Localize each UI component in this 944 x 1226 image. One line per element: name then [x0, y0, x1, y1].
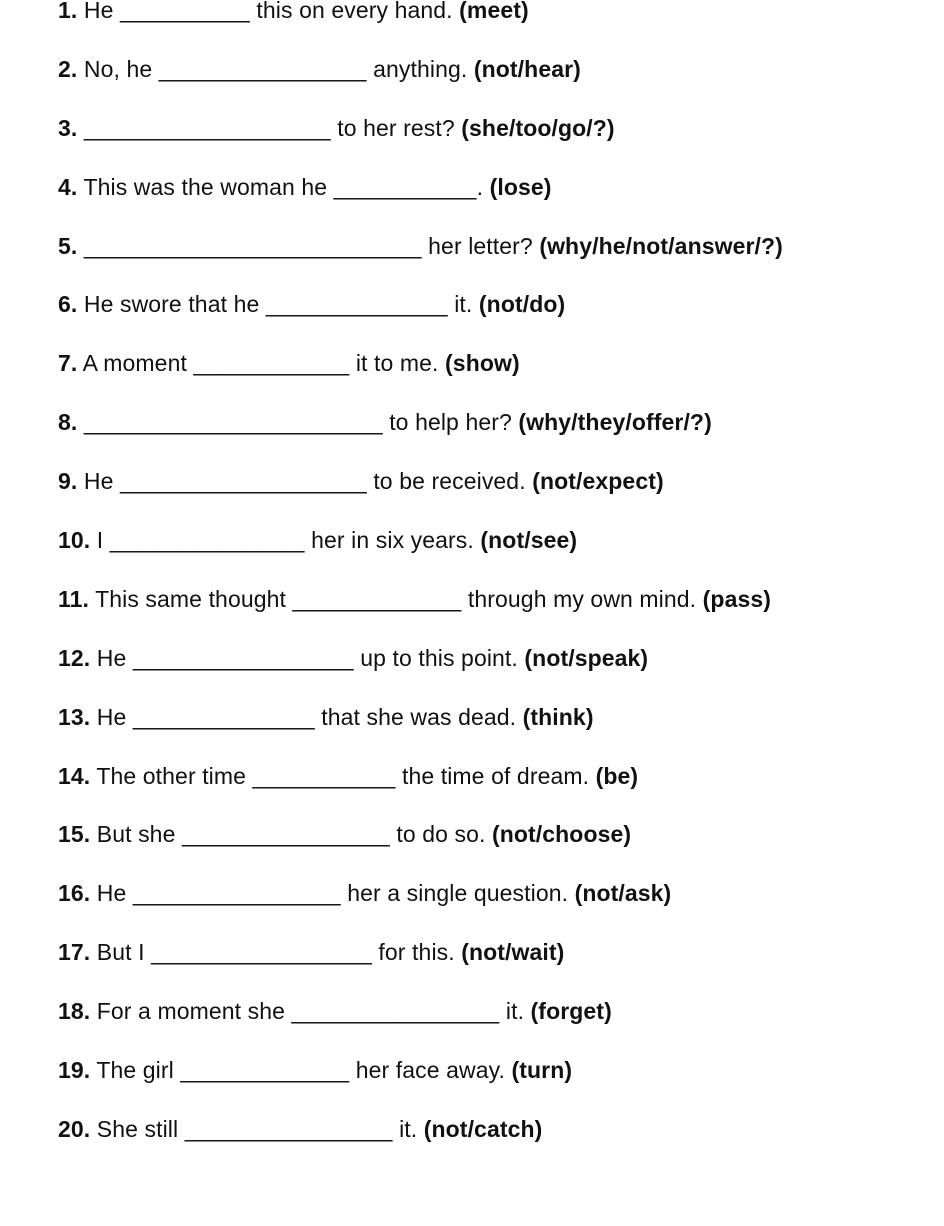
exercise-item-19	[58, 1050, 928, 1109]
verb-hint: (pass)	[702, 585, 771, 612]
sentence-start: The girl	[90, 1057, 181, 1084]
item-number: 9.	[58, 468, 78, 495]
sentence-end: that she was dead.	[314, 703, 523, 730]
sentence-end: to help her?	[382, 409, 519, 436]
item-number: 4.	[58, 173, 78, 200]
answer-blank: __________	[119, 0, 250, 23]
exercise-item-15	[58, 814, 928, 873]
item-number: 3.	[58, 114, 78, 141]
exercise-item-4	[58, 167, 928, 226]
sentence-start: For a moment she	[90, 998, 292, 1025]
answer-blank: ___________________	[83, 114, 331, 141]
answer-blank: ________________	[291, 998, 500, 1025]
item-number: 7.	[58, 350, 78, 377]
verb-hint: (think)	[522, 703, 594, 730]
answer-blank: _____________	[180, 1057, 350, 1084]
sentence-start: But I	[90, 939, 152, 966]
sentence-end: her in six years.	[304, 527, 481, 554]
exercise-item-3	[58, 108, 928, 167]
exercise-item-13	[58, 697, 928, 756]
sentence-end: this on every hand.	[249, 0, 460, 23]
sentence-start: This same thought	[89, 585, 293, 612]
sentence-start: This was the woman he	[77, 173, 334, 200]
verb-hint: (not/choose)	[491, 821, 632, 848]
exercise-item-9	[58, 461, 928, 520]
answer-blank: _______________	[109, 527, 305, 554]
sentence-end: to do so.	[389, 821, 492, 848]
verb-hint: (turn)	[511, 1057, 573, 1084]
answer-blank: ____________	[193, 350, 350, 377]
item-number: 19.	[58, 1057, 91, 1084]
sentence-start: He	[90, 880, 133, 907]
item-number: 13.	[58, 703, 91, 730]
answer-blank: _________________	[151, 939, 372, 966]
answer-blank: ________________	[132, 880, 341, 907]
exercise-item-18	[58, 991, 928, 1050]
answer-blank: ___________________	[119, 468, 367, 495]
answer-blank: _______________________	[83, 409, 383, 436]
verb-hint: (she/too/go/?)	[461, 114, 615, 141]
verb-hint: (why/he/not/answer/?)	[539, 232, 783, 259]
exercise-item-6	[58, 284, 928, 343]
item-number: 5.	[58, 232, 78, 259]
item-number: 2.	[58, 55, 78, 82]
item-number: 1.	[58, 0, 78, 23]
exercise-item-5	[58, 226, 928, 285]
sentence-end: anything.	[366, 55, 474, 82]
verb-hint: (be)	[595, 762, 639, 789]
item-number: 18.	[58, 998, 91, 1025]
item-number: 10.	[58, 527, 91, 554]
exercise-item-17	[58, 932, 928, 991]
sentence-end: it.	[499, 998, 531, 1025]
item-number: 17.	[58, 939, 91, 966]
exercise-item-10	[58, 520, 928, 579]
item-number: 14.	[58, 762, 91, 789]
sentence-start: He	[77, 0, 120, 23]
verb-hint: (not/expect)	[532, 468, 664, 495]
sentence-end: it to me.	[349, 350, 446, 377]
sentence-end: her letter?	[421, 232, 540, 259]
item-number: 16.	[58, 880, 91, 907]
sentence-start: I	[90, 527, 110, 554]
verb-hint: (not/do)	[478, 291, 566, 318]
item-number: 20.	[58, 1115, 91, 1142]
sentence-start: He	[77, 468, 120, 495]
answer-blank: ___________	[252, 762, 396, 789]
answer-blank: _________________	[132, 644, 354, 671]
sentence-end: her a single question.	[340, 880, 575, 907]
answer-blank: ________________	[181, 821, 390, 848]
answer-blank: ______________	[132, 703, 315, 730]
verb-hint: (not/hear)	[473, 55, 581, 82]
exercise-item-1	[58, 0, 928, 49]
answer-blank: ______________	[265, 291, 448, 318]
item-number: 15.	[58, 821, 91, 848]
verb-hint: (not/see)	[480, 527, 578, 554]
exercise-item-20	[58, 1109, 928, 1168]
sentence-end: the time of dream.	[395, 762, 596, 789]
sentence-end: up to this point.	[353, 644, 525, 671]
exercise-item-12	[58, 638, 928, 697]
sentence-end: to be received.	[366, 468, 533, 495]
exercise-item-7	[58, 343, 928, 402]
sentence-start: The other time	[90, 762, 253, 789]
sentence-end: her face away.	[349, 1057, 512, 1084]
item-number: 6.	[58, 291, 78, 318]
verb-hint: (not/ask)	[574, 880, 672, 907]
sentence-end: through my own mind.	[461, 585, 703, 612]
sentence-start: A moment	[77, 350, 194, 377]
sentence-end: it.	[447, 291, 479, 318]
exercise-item-14	[58, 756, 928, 815]
sentence-start: But she	[90, 821, 182, 848]
item-number: 11.	[58, 585, 90, 612]
item-number: 8.	[58, 409, 78, 436]
verb-hint: (not/catch)	[423, 1115, 543, 1142]
verb-hint: (lose)	[489, 173, 552, 200]
sentence-end: it.	[392, 1115, 424, 1142]
sentence-end: .	[476, 173, 490, 200]
verb-hint: (not/speak)	[524, 644, 649, 671]
answer-blank: ________________	[184, 1115, 393, 1142]
sentence-start: He	[90, 644, 133, 671]
exercise-item-11	[58, 579, 928, 638]
sentence-start: He swore that he	[77, 291, 266, 318]
answer-blank: ________________	[158, 55, 367, 82]
sentence-start: She still	[90, 1115, 185, 1142]
worksheet	[58, 0, 928, 1168]
verb-hint: (why/they/offer/?)	[518, 409, 712, 436]
answer-blank: _____________	[292, 585, 462, 612]
sentence-end: to her rest?	[330, 114, 462, 141]
verb-hint: (meet)	[459, 0, 529, 23]
exercise-item-16	[58, 873, 928, 932]
verb-hint: (show)	[445, 350, 520, 377]
item-number: 12.	[58, 644, 91, 671]
answer-blank: ___________	[333, 173, 477, 200]
exercise-item-8	[58, 402, 928, 461]
sentence-start: He	[90, 703, 133, 730]
answer-blank: __________________________	[83, 232, 422, 259]
verb-hint: (not/wait)	[461, 939, 565, 966]
verb-hint: (forget)	[530, 998, 612, 1025]
sentence-start: No, he	[77, 55, 159, 82]
exercise-item-2	[58, 49, 928, 108]
sentence-end: for this.	[371, 939, 462, 966]
